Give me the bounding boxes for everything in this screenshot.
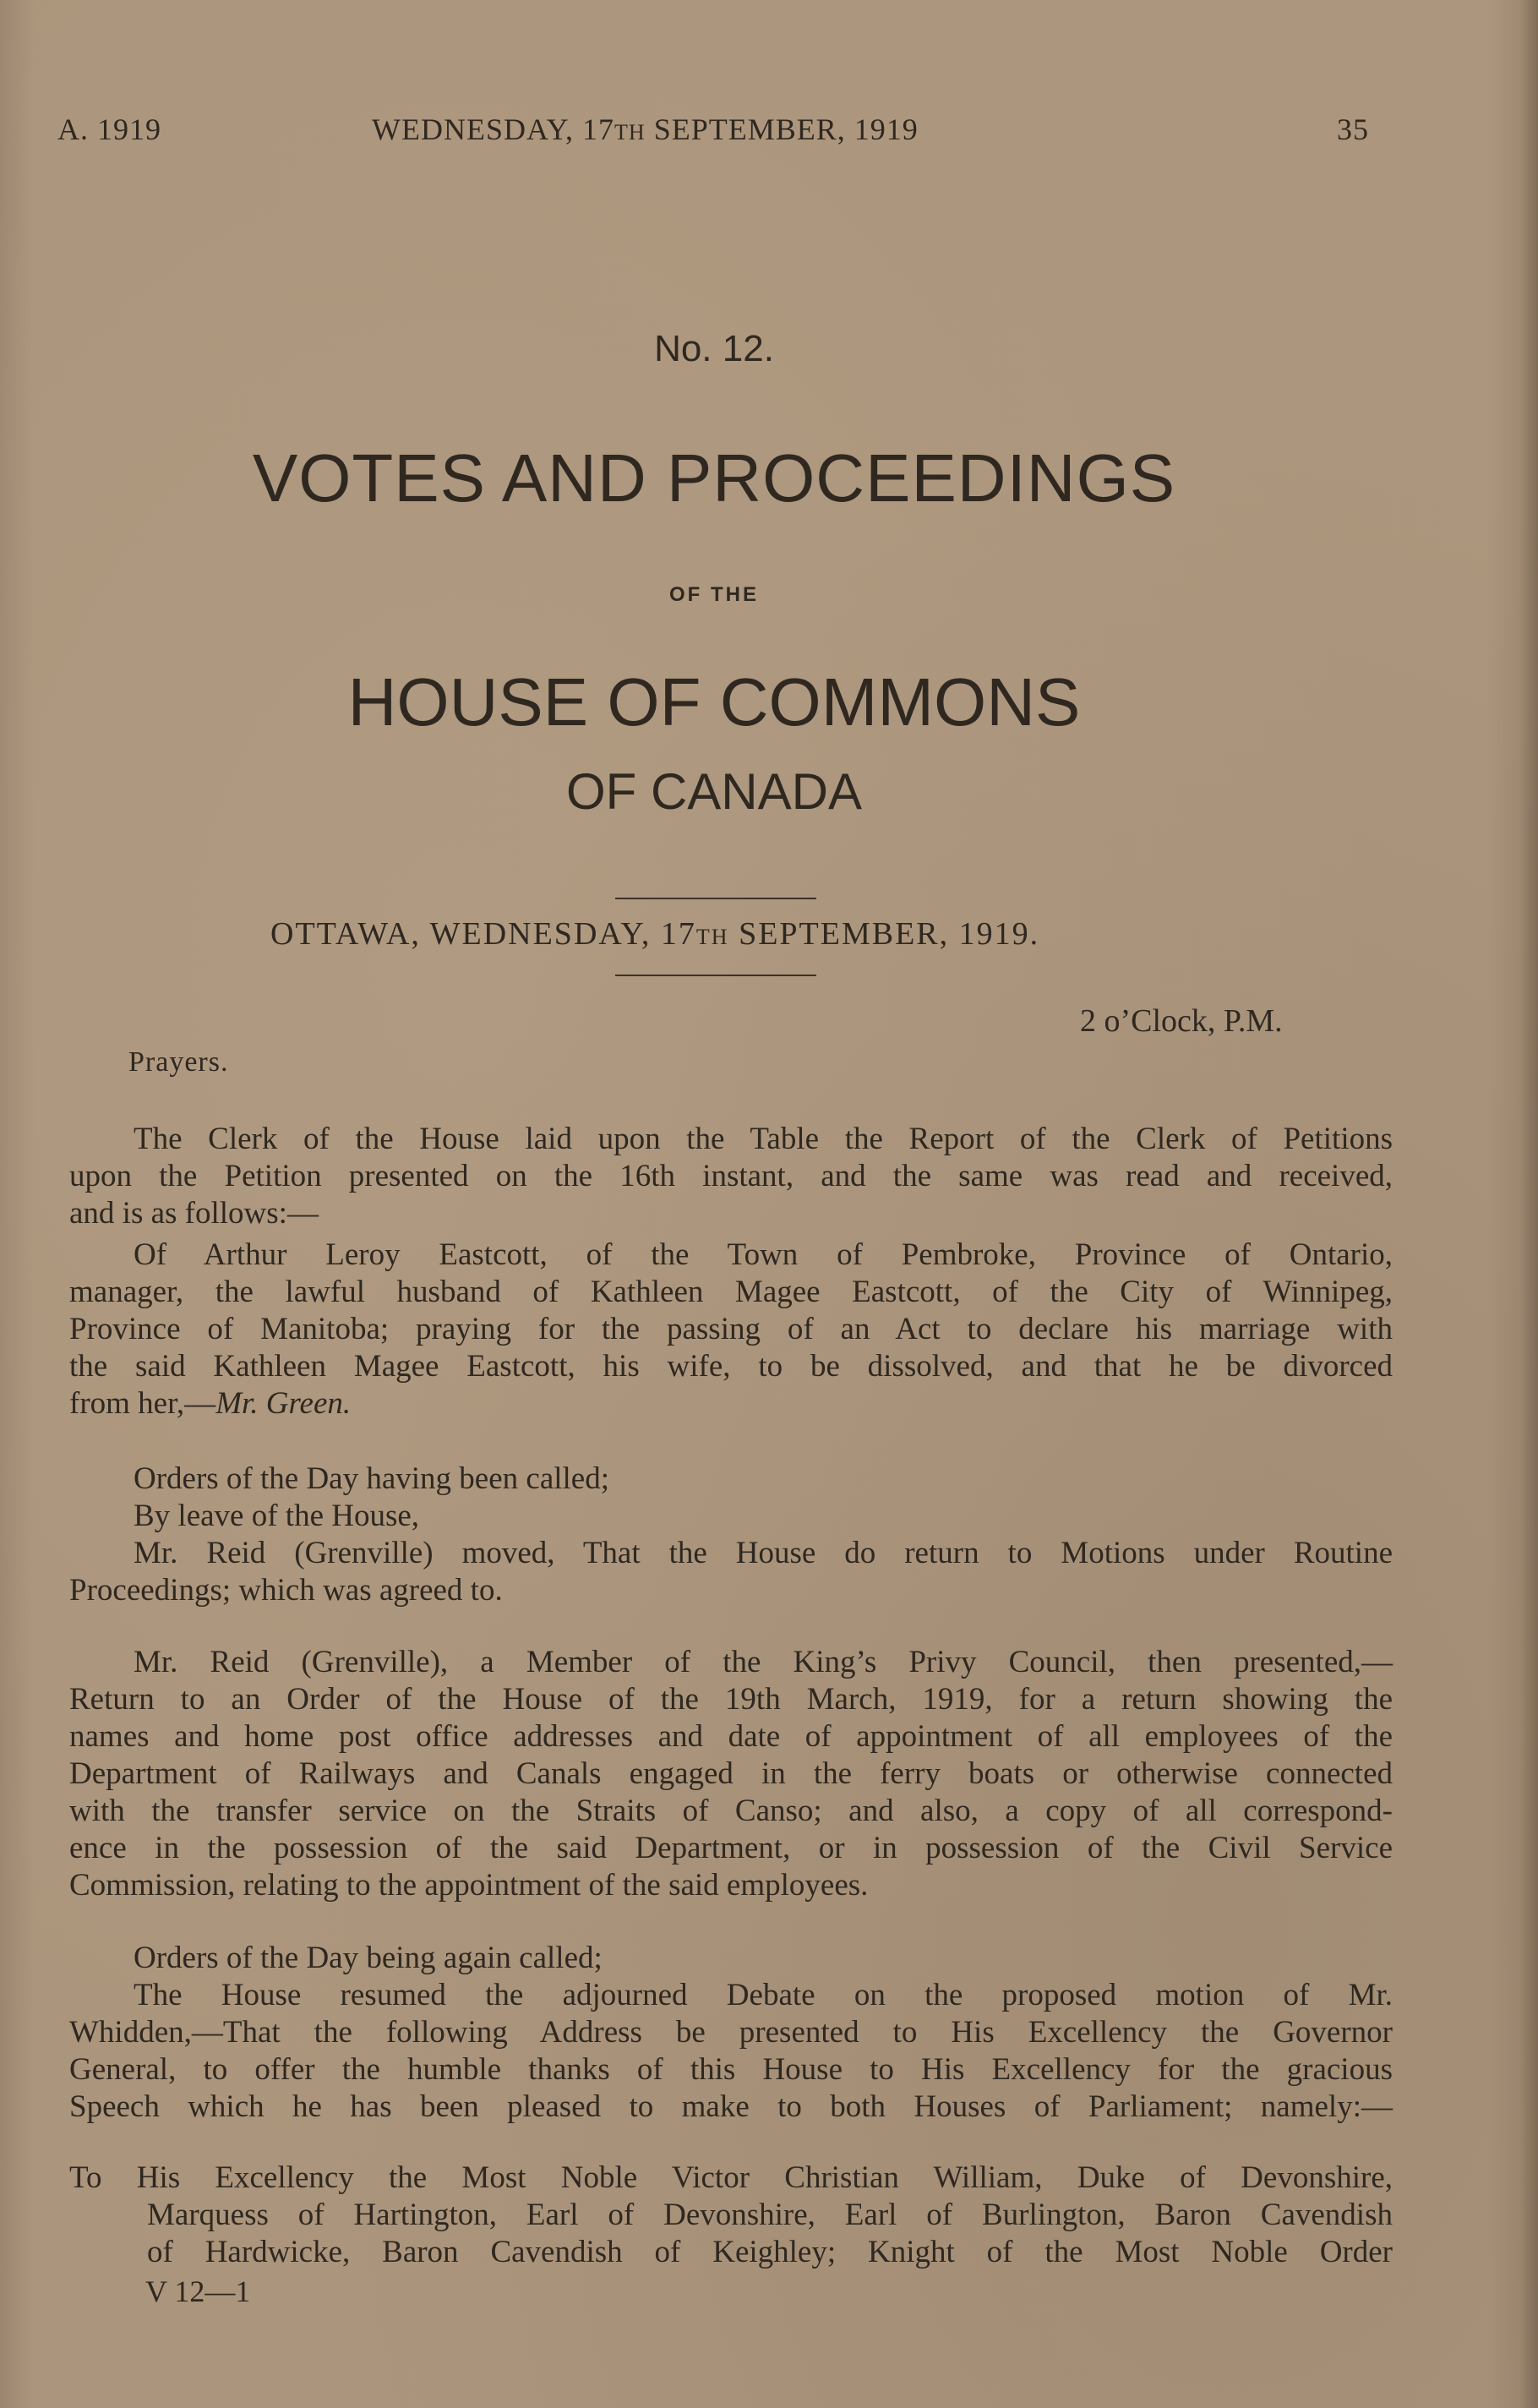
divider-top: [615, 898, 816, 899]
paragraph-orders-of-day: Orders of the Day having been called; By leave of the House, Mr. Reid (Grenville) moved, That the House do return to Motions under Routine Proceedings; which was agreed to.: [69, 1461, 1393, 1608]
dateline: OTTAWA, WEDNESDAY, 17TH SEPTEMBER, 1919.: [270, 916, 1040, 952]
house-title: HOUSE OF COMMONS: [347, 664, 1081, 740]
paragraph-petition-report: The Clerk of the House laid upon the Table the Report of the Clerk of Petitions upon the Petition presented on the 16th instant, and the same was read and received, and is as follows:—: [69, 1122, 1393, 1231]
prayers-heading: Prayers.: [128, 1046, 229, 1078]
issue-number: No. 12.: [654, 328, 774, 369]
paragraph-petition-text: Of Arthur Leroy Eastcott, of the Town of Pembroke, Province of Ontario, manager, the lawful husband of Kathleen Magee Eastcott, of the City of Winnipeg, Province of Manitoba; praying for the passing of an Act to declare his marriage with the said Kathleen Magee Eastcott, his wife, to be dissolved, and that he be divorced from her,—Mr. Green.: [69, 1237, 1393, 1421]
paragraph-debate-resumed: Orders of the Day being again called; The House resumed the adjourned Debate on the proposed motion of Mr. Whidden,—That the following Address be presented to His Excellency the Governor General, to offer the humble thanks of this House to His Excellency for the gracious Speech which he has been pleased to make to both Houses of Parliament; namely:—: [69, 1941, 1393, 2124]
page-number: 35: [1337, 112, 1369, 146]
signature-mark: V 12—1: [145, 2274, 251, 2308]
member-name: Mr. Green.: [215, 1386, 352, 1421]
running-head-date: WEDNESDAY, 17TH SEPTEMBER, 1919: [372, 112, 919, 146]
paragraph-address: To His Excellency the Most Noble Victor Christian William, Duke of Devonshire, Marquess of Hartington, Earl of Devonshire, Earl of Burlington, Baron Cavendish of Hardwicke, Baron Cavendish of Keighley; Knight of the Most Noble Order: [69, 2160, 1393, 2269]
paragraph-return-presented: Mr. Reid (Grenville), a Member of the King’s Privy Council, then presented,— Return to an Order of the House of the 19th March, 1919, for a return showing the names and home post office addresses and date of appointment of all employees of the Department of Railways and Canals engaged in the ferry boats or otherwise connected with the transfer service on the Straits of Canso; and also, a copy of all correspond- ence in the possession of the said Department, or in possession of the Civil Service Commission, relating to the appointment of the said employees.: [69, 1645, 1393, 1903]
running-head-year: A. 1919: [57, 112, 161, 146]
title-connector: OF THE: [669, 583, 759, 606]
country-title: OF CANADA: [565, 763, 863, 820]
divider-bottom: [615, 975, 816, 976]
document-title: VOTES AND PROCEEDINGS: [252, 440, 1176, 516]
sitting-time: 2 o’Clock, P.M.: [1080, 1003, 1283, 1039]
